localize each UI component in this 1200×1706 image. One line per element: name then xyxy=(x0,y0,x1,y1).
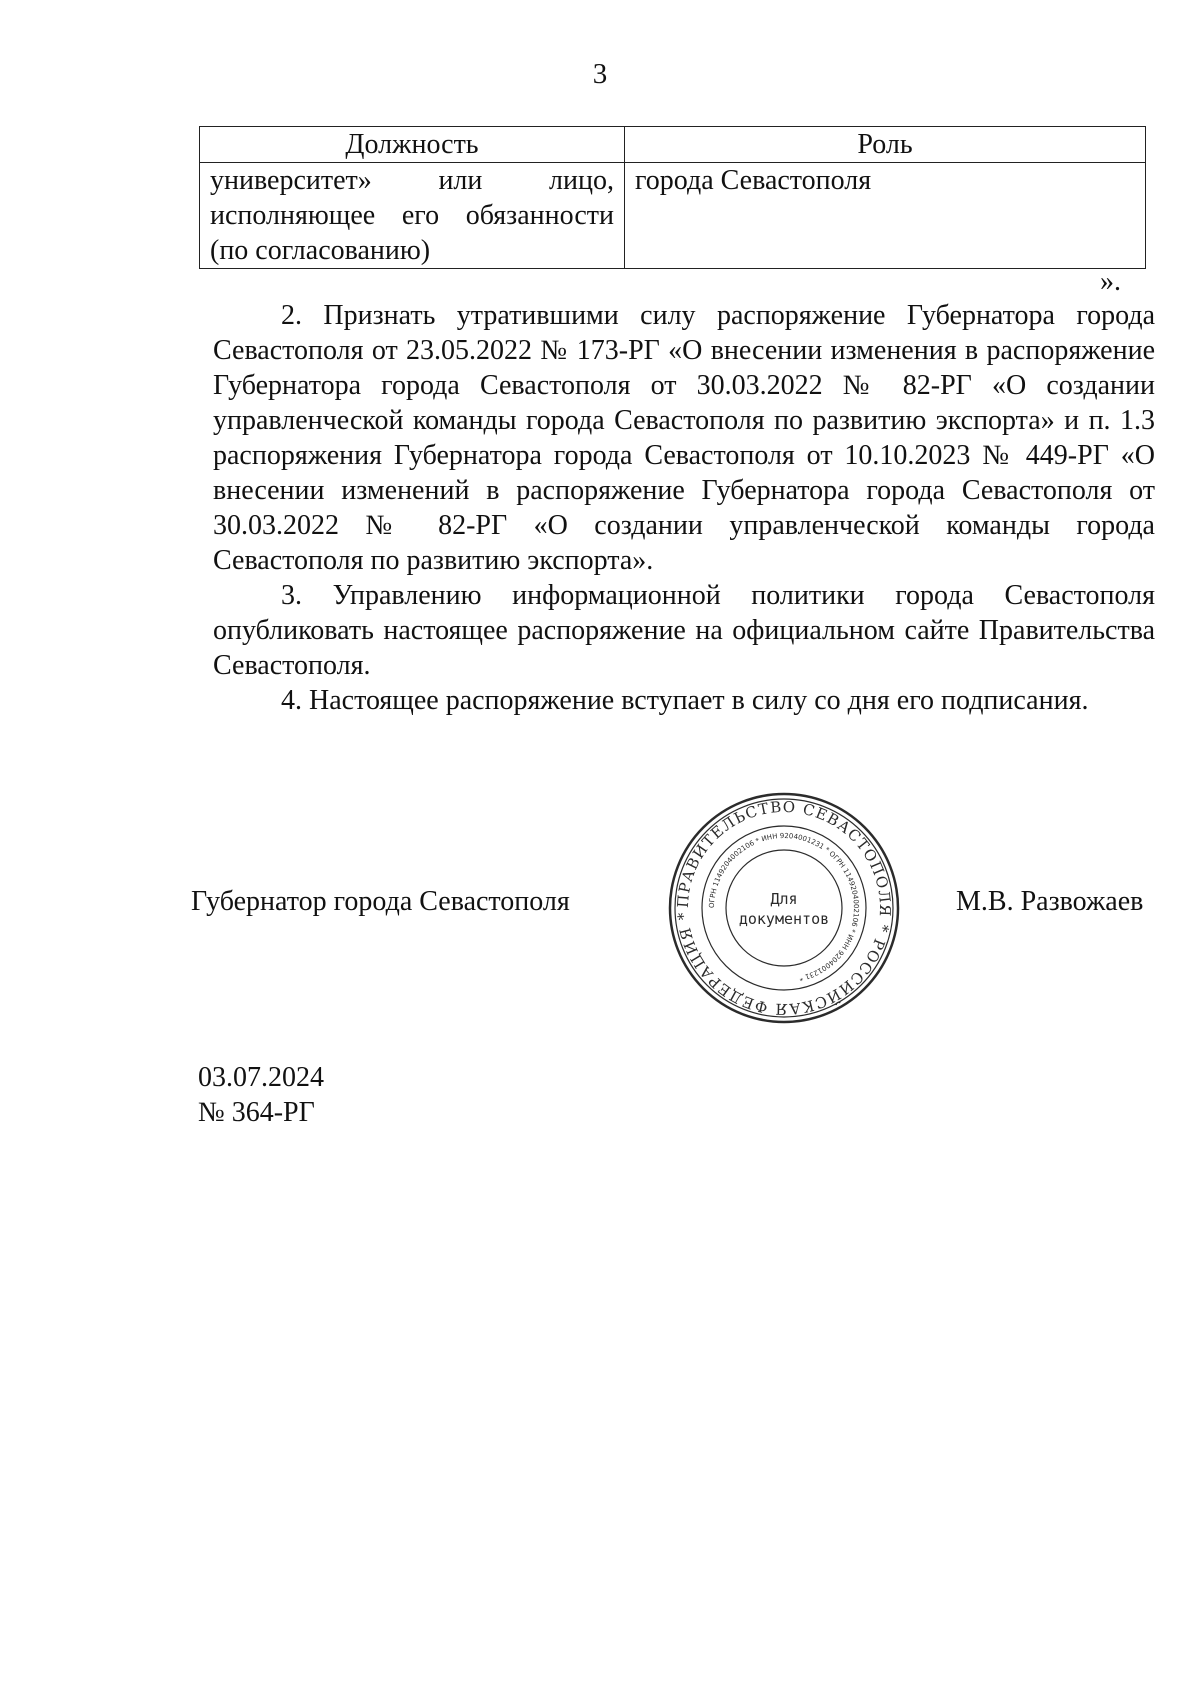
table-cell-role: города Севастополя xyxy=(625,163,1146,269)
body-text xyxy=(213,298,1155,718)
table-cell-position: университет» или лицо, исполняющее его обязанности (по согласованию) xyxy=(200,163,625,269)
seal-center-line2: документов xyxy=(738,910,830,928)
table-row xyxy=(200,163,1146,269)
paragraph-3: 3. Управлению информационной политики города Севастополя опубликовать настоящее распоряжение на официальном сайте Правительства Севастополя. xyxy=(213,580,1155,681)
seal-inner-text: ОГРН 1149204002106 * ИНН 9204001231 * ОГРН 1149204002106 * ИНН 9204001231 * xyxy=(707,831,861,983)
page-number: 3 xyxy=(592,58,608,90)
roles-table xyxy=(199,126,1146,269)
signer-title: Губернатор города Севастополя xyxy=(191,886,570,917)
document-meta xyxy=(198,1060,324,1130)
paragraph-4: 4. Настоящее распоряжение вступает в силу со дня его подписания. xyxy=(281,685,1089,716)
document-date: 03.07.2024 xyxy=(198,1062,324,1093)
paragraph-2: 2. Признать утратившими силу распоряжение Губернатора города Севастополя от 23.05.2022 № 173-РГ «О внесении изменения в распоряжение Губернатора города Севастополя от 30.03.2022 № 82-РГ «О создании управленческой команды города Севастополя по развитию экспорта» и п. 1.3 распоряжения Губернатора города Севастополя от 10.10.2023 № 449-РГ «О внесении изменений в распоряжение Губернатора города Севастополя от 30.03.2022 № 82-РГ «О создании управленческой команды города Севастополя по развитию экспорта». xyxy=(213,300,1155,576)
seal-outer-text: ПРАВИТЕЛЬСТВО СЕВАСТОПОЛЯ * РОССИЙСКАЯ ФЕДЕРАЦИЯ * xyxy=(673,797,895,1019)
header-role: Роль xyxy=(625,127,1146,163)
table-header-row xyxy=(200,127,1146,163)
header-position: Должность xyxy=(200,127,625,163)
document-number: № 364-РГ xyxy=(198,1097,315,1128)
seal-center-line1: Для xyxy=(770,890,798,908)
signer-name: М.В. Развожаев xyxy=(956,886,1144,917)
official-seal xyxy=(666,790,902,1026)
closing-quote: ». xyxy=(1100,266,1121,297)
